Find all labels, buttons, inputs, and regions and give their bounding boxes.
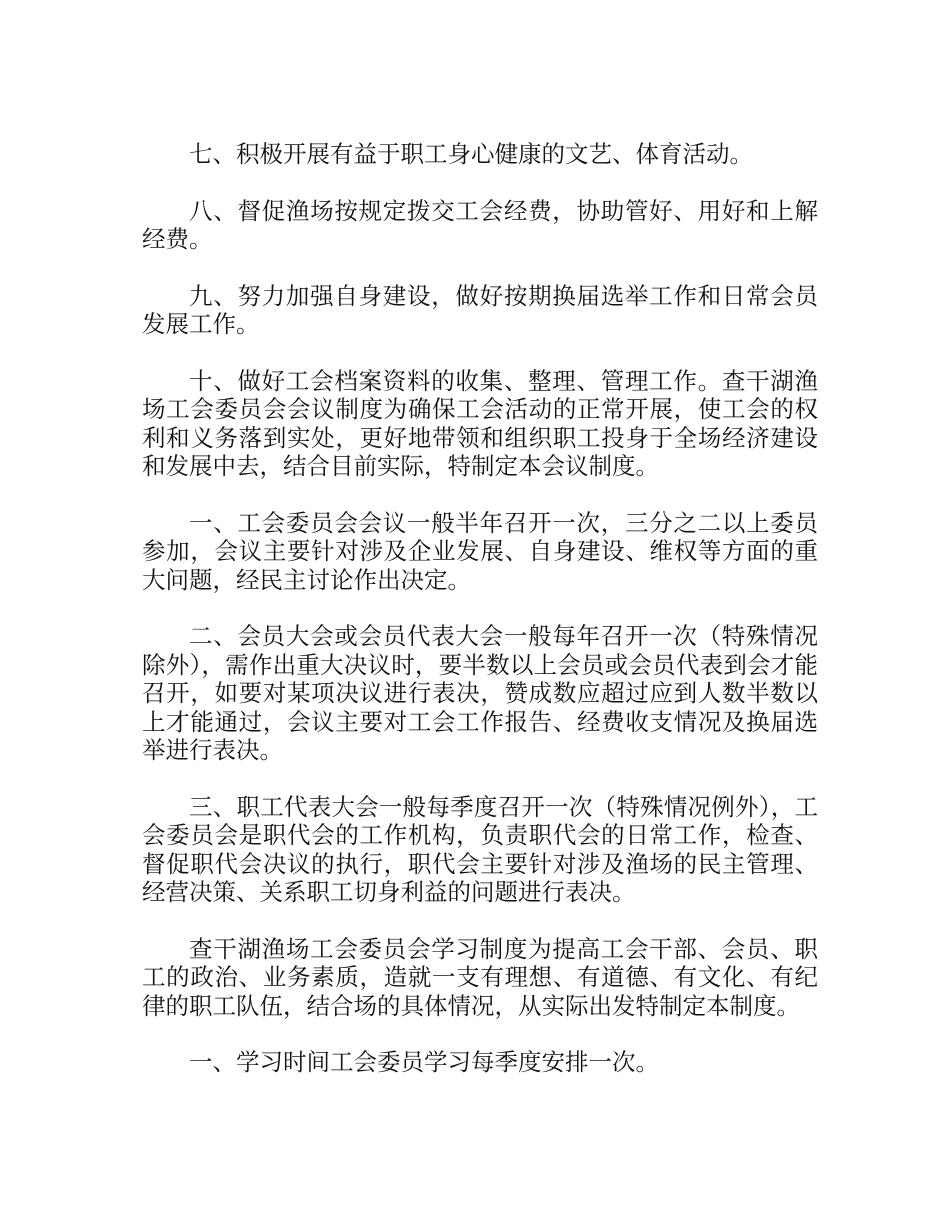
paragraph-item-7: 七、积极开展有益于职工身心健康的文艺、体育活动。 [189,140,753,168]
meeting-rule-2: 二、会员大会或会员代表大会一般每年召开一次（特殊情况除外），需作出重大决议时，要半数以上会员或会员代表到会才能召开，如要对某项决议进行表决，赞成数应超过应到人数半数以上才能通过，会议主要对工会工作报告、经费收支情况及换届选举进行表决。 [142,622,818,764]
study-system-intro: 查干湖渔场工会委员会学习制度为提高工会干部、会员、职工的政治、业务素质，造就一支有理想、有道德、有文化、有纪律的职工队伍，结合场的具体情况，从实际出发特制定本制度。 [142,934,818,1020]
study-rule-1: 一、学习时间工会委员学习每季度安排一次。 [189,1048,659,1076]
paragraph-item-10: 十、做好工会档案资料的收集、整理、管理工作。查干湖渔场工会委员会会议制度为确保工会活动的正常开展，使工会的权利和义务落到实处，更好地带领和组织职工投身于全场经济建设和发展中去，结合目前实际，特制定本会议制度。 [142,366,818,480]
meeting-rule-3: 三、职工代表大会一般每季度召开一次（特殊情况例外），工会委员会是职代会的工作机构，负责职代会的日常工作，检查、督促职代会决议的执行，职代会主要针对涉及渔场的民主管理、经营决策、关系职工切身利益的问题进行表决。 [142,792,818,906]
paragraph-item-8: 八、督促渔场按规定拨交工会经费，协助管好、用好和上解经费。 [142,196,818,253]
paragraph-item-9: 九、努力加强自身建设，做好按期换届选举工作和日常会员发展工作。 [142,281,818,338]
meeting-rule-1: 一、工会委员会会议一般半年召开一次，三分之二以上委员参加，会议主要针对涉及企业发展、自身建设、维权等方面的重大问题，经民主讨论作出决定。 [142,508,818,594]
document-page [142,140,818,1105]
